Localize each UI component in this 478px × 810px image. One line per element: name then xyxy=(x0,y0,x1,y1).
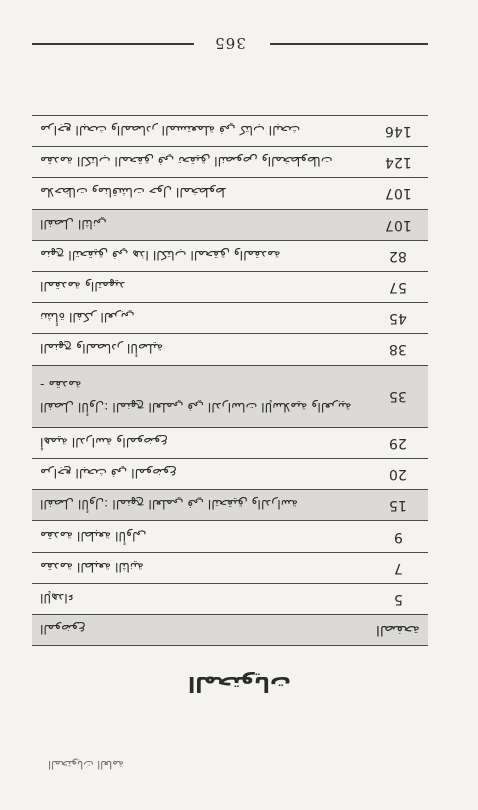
toc-row xyxy=(32,583,428,614)
toc-row xyxy=(32,116,428,147)
toc-entry-page-number: 82 xyxy=(368,240,428,271)
toc-entry-page-number: 57 xyxy=(368,271,428,302)
toc-row xyxy=(32,240,428,271)
toc-row xyxy=(32,365,428,427)
toc-row xyxy=(32,334,428,365)
toc-entry-page-number: 29 xyxy=(368,427,428,458)
toc-row xyxy=(32,209,428,240)
toc-entry-title: ملاحظات ومناقشات حول المخطوط xyxy=(32,178,368,209)
toc-entry-title: مقدمة الكتاب المحقق في تحقيق النصوص والمخطوطات xyxy=(32,147,368,178)
toc-entry-title: الفصل الأول: المنهج العلمي في التحقيق والدراسة xyxy=(32,490,368,521)
toc-column-header-page: الصفحة xyxy=(368,615,428,646)
toc-entry-page-number: 15 xyxy=(368,490,428,521)
toc-row xyxy=(32,521,428,552)
toc-entry-page-number: 45 xyxy=(368,303,428,334)
toc-entry-title: الفصل الأول: المنهج العلمي في الدراسات الإسلامية والعربية - مقدمة xyxy=(32,365,368,427)
toc-entry-title: أهمية الدراسة والموضوع xyxy=(32,427,368,458)
toc-body xyxy=(32,116,428,615)
toc-entry-title: مراجع البحث في الموضوع xyxy=(32,459,368,490)
toc-entry-title: مقدمة الطبعة الأولى xyxy=(32,521,368,552)
toc-row xyxy=(32,552,428,583)
toc-entry-page-number: 35 xyxy=(368,365,428,427)
toc-entry-title: منهج التحقيق في هذا الكتاب المحقق والمقدمة xyxy=(32,240,368,271)
toc-entry-title: مراجع البحث والمصادر المستعملة في كتاب البحث xyxy=(32,116,368,147)
running-header xyxy=(32,34,428,54)
toc-entry-page-number: 7 xyxy=(368,552,428,583)
toc-row xyxy=(32,490,428,521)
toc-entry-title: الفصل الثاني xyxy=(32,209,368,240)
toc-entry-title: المقدمة والتمهيد xyxy=(32,271,368,302)
toc-row xyxy=(32,147,428,178)
running-footer: المحتويات العامة xyxy=(48,758,124,771)
toc-entry-page-number: 107 xyxy=(368,178,428,209)
toc-entry-page-number: 146 xyxy=(368,116,428,147)
toc-entry-title: مقدمة الطبعة الثانية xyxy=(32,552,368,583)
table-of-contents xyxy=(32,115,428,646)
toc-row xyxy=(32,427,428,458)
header-rule-right xyxy=(270,43,428,45)
toc-entry-page-number: 9 xyxy=(368,521,428,552)
toc-row xyxy=(32,303,428,334)
toc-row xyxy=(32,178,428,209)
page-number: 365 xyxy=(214,34,246,52)
toc-entry-title: الإهداء xyxy=(32,583,368,614)
toc-row xyxy=(32,271,428,302)
toc-entry-page-number: 20 xyxy=(368,459,428,490)
toc-column-header-row xyxy=(32,615,428,646)
toc-entry-title: المنهج والمصادر الأصلية xyxy=(32,334,368,365)
contents-heading: المحتويات xyxy=(187,672,291,696)
toc-entry-title: نشأة الفكر العربي xyxy=(32,303,368,334)
toc-entry-page-number: 124 xyxy=(368,147,428,178)
toc-row xyxy=(32,459,428,490)
toc-entry-page-number: 107 xyxy=(368,209,428,240)
toc-entry-page-number: 38 xyxy=(368,334,428,365)
toc-column-header-title: الموضوع xyxy=(32,615,368,646)
toc-entry-page-number: 5 xyxy=(368,583,428,614)
